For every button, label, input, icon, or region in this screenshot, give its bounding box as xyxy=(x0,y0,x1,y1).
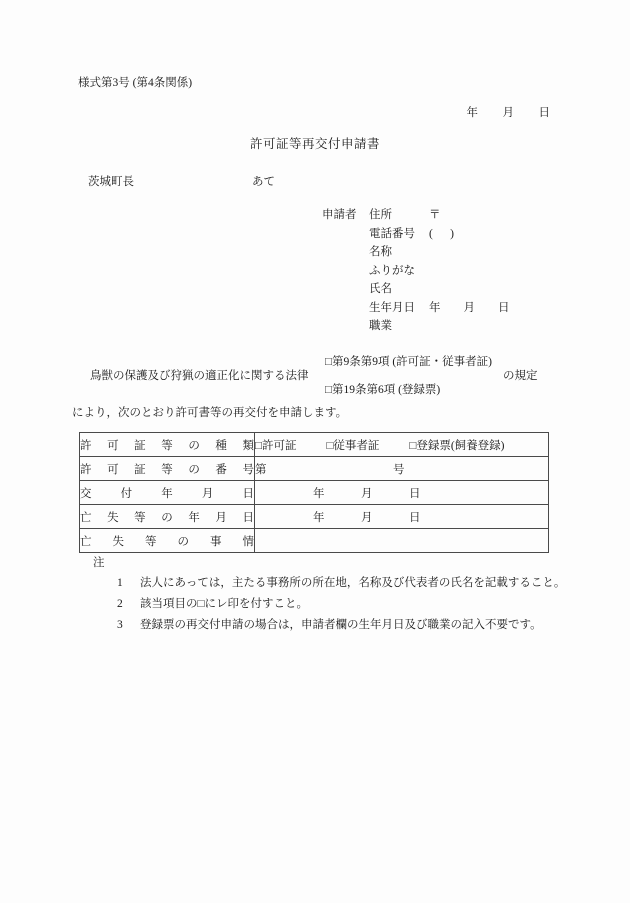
application-table xyxy=(79,432,549,553)
notes-title: 注 xyxy=(93,557,105,569)
applicant-field-label: 電話番号 xyxy=(369,227,415,240)
number-suffix: 号 xyxy=(393,463,405,476)
date-day-label: 日 xyxy=(409,487,421,500)
permit-type-cell xyxy=(255,433,549,457)
checkbox-worker-cert[interactable]: □従事者証 xyxy=(326,439,380,452)
date-month-label: 月 xyxy=(361,487,373,500)
note-item xyxy=(93,617,595,634)
applicant-label: 申請者 xyxy=(322,209,357,221)
notes-section xyxy=(93,558,595,638)
issue-date-cell[interactable] xyxy=(255,481,549,505)
addressee-suffix: あて xyxy=(252,176,275,188)
note-text: 法人にあっては，主たる事務所の所在地，名称及び代表者の氏名を記載すること。 xyxy=(140,576,566,589)
loss-circumstances-cell[interactable] xyxy=(255,529,549,553)
applicant-field-value[interactable]: 〒 xyxy=(429,209,441,221)
checkbox-registration[interactable]: □登録票(飼養登録) xyxy=(409,439,505,452)
table-row-label: 許可証等の番号 xyxy=(80,457,255,481)
table-row xyxy=(80,457,549,481)
application-sentence: により，次のとおり許可書等の再交付を申請します。 xyxy=(72,407,348,419)
date-month-label: 月 xyxy=(502,106,514,119)
date-day-label: 日 xyxy=(409,511,421,524)
addressee: 茨城町長 xyxy=(88,176,134,188)
table-row-label: 亡失等の事情 xyxy=(80,529,255,553)
applicant-field-company xyxy=(369,247,510,266)
number-prefix: 第 xyxy=(255,463,267,476)
page-title: 許可証等再交付申請書 xyxy=(249,137,380,151)
note-item xyxy=(93,575,595,592)
note-text: 登録票の再交付申請の場合は，申請者欄の生年月日及び職業の記入不要です。 xyxy=(140,618,542,631)
table-row-label: 交付年月日 xyxy=(80,481,255,505)
table-row xyxy=(80,529,549,553)
note-text: 該当項目の□にレ印を付すこと。 xyxy=(140,597,308,610)
applicant-field-fullname xyxy=(369,284,510,303)
applicant-field-label: 生年月日 xyxy=(369,301,415,314)
law-name: 鳥獣の保護及び狩猟の適正化に関する法律 xyxy=(90,370,309,382)
applicant-field-birthdate xyxy=(369,303,510,322)
date-month-label: 月 xyxy=(361,511,373,524)
date-year-label: 年 xyxy=(466,106,478,119)
applicant-field-furigana xyxy=(369,266,510,285)
table-row xyxy=(80,505,549,529)
law-clause-option-1[interactable]: □第9条第9項 (許可証・従事者証) xyxy=(325,356,492,368)
note-item xyxy=(93,596,595,613)
note-number: 1 xyxy=(117,576,123,589)
applicant-field-phone xyxy=(369,229,510,248)
table-row-label: 亡失等の年月日 xyxy=(80,505,255,529)
applicant-field-occupation xyxy=(369,321,510,340)
applicant-field-label: 職業 xyxy=(369,320,392,332)
applicant-field-label: 氏名 xyxy=(369,283,392,295)
applicant-field-address xyxy=(369,210,510,229)
table-row-label: 許可証等の種類 xyxy=(80,433,255,457)
permit-number-cell[interactable] xyxy=(255,457,549,481)
document-date-line xyxy=(455,96,550,131)
form-number: 様式第3号 (第4条関係) xyxy=(78,77,193,89)
table-row xyxy=(80,481,549,505)
note-number: 2 xyxy=(117,597,123,610)
note-number: 3 xyxy=(117,618,123,631)
date-year-label: 年 xyxy=(313,487,325,500)
date-year-label: 年 xyxy=(313,511,325,524)
law-clause-option-2[interactable]: □第19条第6項 (登録票) xyxy=(325,384,441,396)
law-clause-tail: の規定 xyxy=(503,370,538,382)
date-day-label: 日 xyxy=(538,106,550,119)
applicant-field-label: 名称 xyxy=(369,246,392,258)
applicant-field-label: 住所 xyxy=(369,209,392,221)
applicant-field-value[interactable]: 年 月 日 xyxy=(429,301,510,314)
table-row xyxy=(80,433,549,457)
checkbox-permit[interactable]: □許可証 xyxy=(255,439,297,452)
applicant-field-value[interactable]: ( ) xyxy=(429,227,454,240)
loss-date-cell[interactable] xyxy=(255,505,549,529)
applicant-field-label: ふりがな xyxy=(369,264,415,277)
applicant-fields xyxy=(369,210,510,340)
